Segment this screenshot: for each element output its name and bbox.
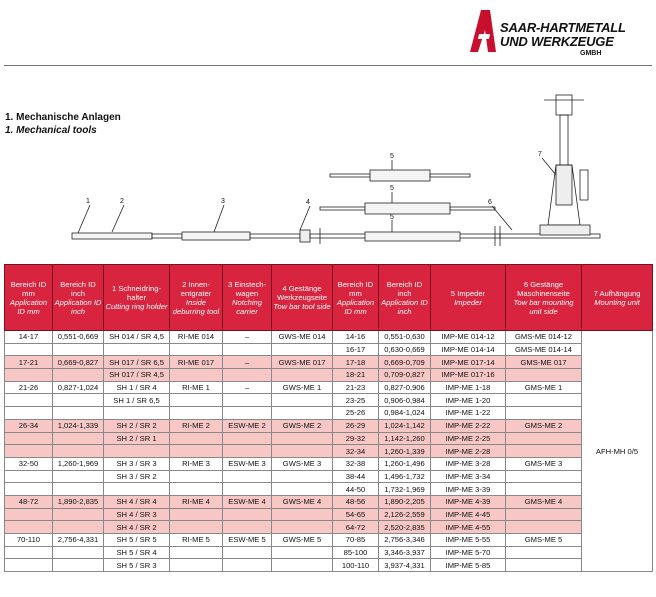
table-cell bbox=[53, 432, 104, 445]
table-cell: GWS-ME 1 bbox=[272, 381, 333, 394]
table-cell: 48-56 bbox=[333, 495, 379, 508]
table-row bbox=[5, 546, 653, 559]
table-cell bbox=[223, 521, 272, 534]
table-row bbox=[5, 470, 653, 483]
table-cell bbox=[506, 432, 582, 445]
column-header bbox=[170, 265, 223, 331]
table-cell: IMP-ME 5-55 bbox=[431, 534, 506, 547]
table-cell bbox=[53, 546, 104, 559]
table-cell: 0,984-1,024 bbox=[379, 407, 431, 420]
column-header-de: 7 Aufhängung bbox=[593, 288, 641, 298]
table-cell bbox=[5, 407, 53, 420]
table-cell: 2,520-2,835 bbox=[379, 521, 431, 534]
table-cell bbox=[223, 407, 272, 420]
table-cell bbox=[506, 546, 582, 559]
table-cell: SH 4 / SR 2 bbox=[104, 521, 170, 534]
table-cell: 70-85 bbox=[333, 534, 379, 547]
table-cell: 25-26 bbox=[333, 407, 379, 420]
table-cell bbox=[223, 445, 272, 458]
table-cell bbox=[5, 394, 53, 407]
table-cell: 2,756-3,346 bbox=[379, 534, 431, 547]
table-cell bbox=[53, 369, 104, 382]
table-cell: IMP-ME 2-28 bbox=[431, 445, 506, 458]
table-cell: SH 3 / SR 3 bbox=[104, 457, 170, 470]
column-header-de: Bereich ID inch bbox=[386, 279, 423, 298]
table-cell: IMP-ME 5-70 bbox=[431, 546, 506, 559]
table-row bbox=[5, 508, 653, 521]
table-cell: GMS-ME 4 bbox=[506, 495, 582, 508]
table-cell bbox=[53, 559, 104, 572]
table-cell: 1,024-1,142 bbox=[379, 419, 431, 432]
table-cell: 1,142-1,260 bbox=[379, 432, 431, 445]
table-cell: SH 5 / SR 3 bbox=[104, 559, 170, 572]
table-cell: 1,890-2,205 bbox=[379, 495, 431, 508]
table-cell bbox=[272, 343, 333, 356]
table-cell bbox=[272, 521, 333, 534]
table-cell bbox=[104, 483, 170, 496]
table-row bbox=[5, 432, 653, 445]
table-cell: ESW-ME 4 bbox=[223, 495, 272, 508]
table-cell: 1,890-2,835 bbox=[53, 495, 104, 508]
column-header bbox=[431, 265, 506, 331]
table-cell: ESW-ME 5 bbox=[223, 534, 272, 547]
table-cell bbox=[5, 445, 53, 458]
table-row bbox=[5, 407, 653, 420]
table-cell bbox=[170, 470, 223, 483]
table-cell: 26-29 bbox=[333, 419, 379, 432]
table-cell bbox=[170, 432, 223, 445]
column-header bbox=[582, 265, 653, 331]
table-cell: – bbox=[223, 331, 272, 344]
table-cell: 0,669-0,709 bbox=[379, 356, 431, 369]
table-cell: 23-25 bbox=[333, 394, 379, 407]
column-header-de: 3 Einstech-wagen bbox=[228, 279, 266, 298]
table-cell: 38-44 bbox=[333, 470, 379, 483]
column-header-en: Mounting unit bbox=[594, 297, 640, 307]
table-cell: ESW-ME 3 bbox=[223, 457, 272, 470]
table-cell: RI-ME 2 bbox=[170, 419, 223, 432]
table-cell: 0,630-0,669 bbox=[379, 343, 431, 356]
table-cell: 2,756-4,331 bbox=[53, 534, 104, 547]
table-cell: 21-26 bbox=[5, 381, 53, 394]
table-cell: 0,709-0,827 bbox=[379, 369, 431, 382]
table-cell: RI-ME 3 bbox=[170, 457, 223, 470]
table-cell bbox=[53, 483, 104, 496]
column-header bbox=[272, 265, 333, 331]
column-header-en: Application ID inch bbox=[54, 297, 102, 316]
table-cell bbox=[223, 432, 272, 445]
table-cell: 18-21 bbox=[333, 369, 379, 382]
table-cell: – bbox=[223, 356, 272, 369]
table-cell: IMP-ME 017-14 bbox=[431, 356, 506, 369]
table-cell: RI-ME 1 bbox=[170, 381, 223, 394]
table-cell bbox=[506, 369, 582, 382]
table-cell: SH 4 / SR 4 bbox=[104, 495, 170, 508]
callout-4: 4 bbox=[306, 199, 310, 206]
table-cell: SH 3 / SR 2 bbox=[104, 470, 170, 483]
table-row bbox=[5, 445, 653, 458]
table-cell bbox=[272, 407, 333, 420]
table-header bbox=[5, 265, 653, 331]
table-cell bbox=[170, 508, 223, 521]
table-row bbox=[5, 369, 653, 382]
table-cell bbox=[272, 483, 333, 496]
table-cell: IMP-ME 4-45 bbox=[431, 508, 506, 521]
table-cell: 32-34 bbox=[333, 445, 379, 458]
table-cell: 17-21 bbox=[5, 356, 53, 369]
table-cell: ESW-ME 2 bbox=[223, 419, 272, 432]
logo-line-1: SAAR-HARTMETALL bbox=[500, 20, 626, 35]
table-cell bbox=[170, 559, 223, 572]
table-cell: GMS-ME 5 bbox=[506, 534, 582, 547]
technical-drawing bbox=[0, 85, 656, 260]
table-cell bbox=[272, 546, 333, 559]
table-cell: 100-110 bbox=[333, 559, 379, 572]
table-cell bbox=[170, 521, 223, 534]
table-cell: IMP-ME 5-85 bbox=[431, 559, 506, 572]
table-cell bbox=[223, 546, 272, 559]
table-cell bbox=[104, 343, 170, 356]
table-row bbox=[5, 559, 653, 572]
callout-5b: 5 bbox=[390, 185, 394, 192]
column-header-en: Tow bar mounting unit side bbox=[513, 297, 574, 316]
table-cell: SH 017 / SR 4,5 bbox=[104, 369, 170, 382]
column-header-en: Inside deburring tool bbox=[172, 297, 220, 316]
table-row bbox=[5, 457, 653, 470]
table-cell: GWS-ME 2 bbox=[272, 419, 333, 432]
table-cell bbox=[272, 432, 333, 445]
table-cell bbox=[506, 394, 582, 407]
table-cell: RI-ME 5 bbox=[170, 534, 223, 547]
table-cell: 0,827-1,024 bbox=[53, 381, 104, 394]
column-header bbox=[379, 265, 431, 331]
table-row bbox=[5, 381, 653, 394]
logo-line-2: UND WERKZEUGE bbox=[500, 34, 614, 49]
table-cell bbox=[5, 470, 53, 483]
table-cell bbox=[5, 483, 53, 496]
table-cell bbox=[104, 445, 170, 458]
table-cell: 64-72 bbox=[333, 521, 379, 534]
table-cell: 48-72 bbox=[5, 495, 53, 508]
table-cell: 1,024-1,339 bbox=[53, 419, 104, 432]
tool-table bbox=[4, 264, 653, 572]
table-row bbox=[5, 394, 653, 407]
table-cell: 0,551-0,630 bbox=[379, 331, 431, 344]
table-cell: GMS-ME 014-12 bbox=[506, 331, 582, 344]
table-cell bbox=[104, 407, 170, 420]
table-cell: 1,260-1,339 bbox=[379, 445, 431, 458]
column-header-en: Application ID mm bbox=[336, 297, 375, 316]
column-header-de: Bereich ID mm bbox=[337, 279, 374, 298]
table-cell: 29-32 bbox=[333, 432, 379, 445]
table-cell bbox=[53, 508, 104, 521]
column-header-de: 2 Innen-entgrater bbox=[180, 279, 212, 298]
column-header bbox=[223, 265, 272, 331]
table-cell: GWS-ME 014 bbox=[272, 331, 333, 344]
table-cell: IMP-ME 3-39 bbox=[431, 483, 506, 496]
table-cell bbox=[5, 521, 53, 534]
column-header-en: Notching carrier bbox=[232, 297, 262, 316]
callout-2: 2 bbox=[120, 198, 124, 205]
table-cell: GMS-ME 1 bbox=[506, 381, 582, 394]
table-cell bbox=[170, 343, 223, 356]
column-header-de: 1 Schneidring-halter bbox=[112, 284, 161, 302]
table-cell: SH 5 / SR 4 bbox=[104, 546, 170, 559]
column-header-de: 6 Gestänge Maschinenseite bbox=[517, 279, 570, 298]
table-cell: 0,827-0,906 bbox=[379, 381, 431, 394]
table-cell: – bbox=[223, 381, 272, 394]
column-header-de: 4 Gestänge Werkzeugseite bbox=[276, 284, 328, 302]
table-cell bbox=[506, 407, 582, 420]
table-cell: IMP-ME 017-16 bbox=[431, 369, 506, 382]
table-cell: IMP-ME 1-18 bbox=[431, 381, 506, 394]
table-cell bbox=[223, 483, 272, 496]
table-cell: 1,260-1,496 bbox=[379, 457, 431, 470]
table-cell bbox=[223, 559, 272, 572]
table-cell bbox=[223, 369, 272, 382]
callout-5a: 5 bbox=[390, 153, 394, 160]
column-header bbox=[506, 265, 582, 331]
table-cell: IMP-ME 1-22 bbox=[431, 407, 506, 420]
table-cell: 0,906-0,984 bbox=[379, 394, 431, 407]
table-cell: 14-16 bbox=[333, 331, 379, 344]
table-cell: GWS-ME 5 bbox=[272, 534, 333, 547]
table-cell bbox=[272, 394, 333, 407]
table-cell: 17-18 bbox=[333, 356, 379, 369]
table-cell bbox=[5, 343, 53, 356]
table-cell bbox=[223, 470, 272, 483]
table-cell bbox=[5, 546, 53, 559]
table-row bbox=[5, 521, 653, 534]
table-cell bbox=[53, 407, 104, 420]
section-title: 1. Mechanische Anlagen bbox=[5, 112, 121, 123]
table-cell: 3,937-4,331 bbox=[379, 559, 431, 572]
table-cell: 44-50 bbox=[333, 483, 379, 496]
table-cell: GMS-ME 3 bbox=[506, 457, 582, 470]
table-cell: 1,732-1,969 bbox=[379, 483, 431, 496]
table-cell bbox=[170, 445, 223, 458]
table-cell bbox=[272, 508, 333, 521]
table-cell: IMP-ME 3-34 bbox=[431, 470, 506, 483]
table-cell bbox=[53, 343, 104, 356]
table-cell: SH 017 / SR 6,5 bbox=[104, 356, 170, 369]
table-cell: RI-ME 4 bbox=[170, 495, 223, 508]
table-cell: 85-100 bbox=[333, 546, 379, 559]
table-cell: GMS-ME 017 bbox=[506, 356, 582, 369]
table-cell: IMP-ME 3-28 bbox=[431, 457, 506, 470]
table-cell: 32-38 bbox=[333, 457, 379, 470]
column-header-en: Application ID inch bbox=[381, 297, 428, 316]
column-header bbox=[104, 265, 170, 331]
table-cell bbox=[272, 445, 333, 458]
table-cell: IMP-ME 014-14 bbox=[431, 343, 506, 356]
logo-mark-icon bbox=[468, 8, 498, 54]
header-divider bbox=[4, 65, 652, 66]
table-cell bbox=[5, 369, 53, 382]
table-cell: SH 5 / SR 5 bbox=[104, 534, 170, 547]
table-cell: SH 014 / SR 4,5 bbox=[104, 331, 170, 344]
table-cell bbox=[5, 432, 53, 445]
table-row bbox=[5, 343, 653, 356]
table-cell: 3,346-3,937 bbox=[379, 546, 431, 559]
table-cell bbox=[170, 394, 223, 407]
column-header-en: Tow bar tool side bbox=[273, 302, 331, 311]
table-row bbox=[5, 356, 653, 369]
mounting-unit-cell: AFH-MH 0/5 bbox=[582, 331, 653, 572]
callout-6: 6 bbox=[488, 199, 492, 206]
table-cell: SH 2 / SR 2 bbox=[104, 419, 170, 432]
table-row bbox=[5, 534, 653, 547]
table-cell: 0,551-0,669 bbox=[53, 331, 104, 344]
column-header-en: Impeder bbox=[454, 297, 482, 307]
table-cell: 16-17 bbox=[333, 343, 379, 356]
table-cell: SH 2 / SR 1 bbox=[104, 432, 170, 445]
table-cell: IMP-ME 1-20 bbox=[431, 394, 506, 407]
table-cell bbox=[272, 470, 333, 483]
table-cell: 32-50 bbox=[5, 457, 53, 470]
column-header-en: Application ID mm bbox=[9, 297, 48, 316]
table-cell bbox=[170, 483, 223, 496]
column-header-de: Bereich ID mm bbox=[10, 279, 47, 298]
table-cell bbox=[170, 546, 223, 559]
table-row bbox=[5, 483, 653, 496]
column-header bbox=[5, 265, 53, 331]
table-cell bbox=[5, 559, 53, 572]
table-cell bbox=[506, 483, 582, 496]
table-cell bbox=[223, 508, 272, 521]
table-cell: SH 1 / SR 4 bbox=[104, 381, 170, 394]
column-header bbox=[53, 265, 104, 331]
table-cell: 21-23 bbox=[333, 381, 379, 394]
table-cell: GMS-ME 014-14 bbox=[506, 343, 582, 356]
table-cell: RI-ME 014 bbox=[170, 331, 223, 344]
table-cell: SH 1 / SR 6,5 bbox=[104, 394, 170, 407]
table-cell bbox=[53, 521, 104, 534]
table-cell bbox=[170, 407, 223, 420]
table-cell: IMP-ME 014-12 bbox=[431, 331, 506, 344]
column-header-de: Bereich ID inch bbox=[60, 279, 96, 298]
table-cell bbox=[506, 508, 582, 521]
callout-7: 7 bbox=[538, 151, 542, 158]
company-logo bbox=[468, 8, 628, 62]
table-cell bbox=[223, 394, 272, 407]
table-cell: 26-34 bbox=[5, 419, 53, 432]
table-cell bbox=[506, 521, 582, 534]
column-header-en: Cutting ring holder bbox=[105, 302, 168, 311]
table-cell: 70-110 bbox=[5, 534, 53, 547]
table-cell bbox=[272, 559, 333, 572]
logo-line-3: GMBH bbox=[580, 50, 602, 57]
table-cell bbox=[272, 369, 333, 382]
table-cell bbox=[506, 470, 582, 483]
table-cell bbox=[506, 559, 582, 572]
callout-3: 3 bbox=[221, 198, 225, 205]
callout-5c: 5 bbox=[390, 214, 394, 221]
table-cell bbox=[170, 369, 223, 382]
callout-1: 1 bbox=[86, 198, 90, 205]
column-header-de: 5 Impeder bbox=[450, 288, 486, 298]
table-cell bbox=[223, 343, 272, 356]
table-cell: 1,496-1,732 bbox=[379, 470, 431, 483]
table-cell: SH 4 / SR 3 bbox=[104, 508, 170, 521]
table-cell bbox=[53, 445, 104, 458]
column-header bbox=[333, 265, 379, 331]
table-cell bbox=[53, 394, 104, 407]
section-subtitle: 1. Mechanical tools bbox=[5, 125, 97, 136]
table-cell: IMP-ME 2-25 bbox=[431, 432, 506, 445]
table-cell bbox=[53, 470, 104, 483]
table-cell: IMP-ME 4-39 bbox=[431, 495, 506, 508]
table-row bbox=[5, 495, 653, 508]
table-row bbox=[5, 419, 653, 432]
table-cell: 14-17 bbox=[5, 331, 53, 344]
table-cell: 54-65 bbox=[333, 508, 379, 521]
table-cell: GWS-ME 3 bbox=[272, 457, 333, 470]
table-cell: GWS-ME 017 bbox=[272, 356, 333, 369]
table-cell bbox=[5, 508, 53, 521]
table-cell: IMP-ME 4-55 bbox=[431, 521, 506, 534]
table-cell: RI-ME 017 bbox=[170, 356, 223, 369]
table-cell: 0,669-0,827 bbox=[53, 356, 104, 369]
table-cell: IMP-ME 2-22 bbox=[431, 419, 506, 432]
table-row bbox=[5, 331, 653, 344]
table-cell: 1,260-1,969 bbox=[53, 457, 104, 470]
table-cell: 2,126-2,559 bbox=[379, 508, 431, 521]
table-cell: GWS-ME 4 bbox=[272, 495, 333, 508]
table-cell: GMS-ME 2 bbox=[506, 419, 582, 432]
table-cell bbox=[506, 445, 582, 458]
